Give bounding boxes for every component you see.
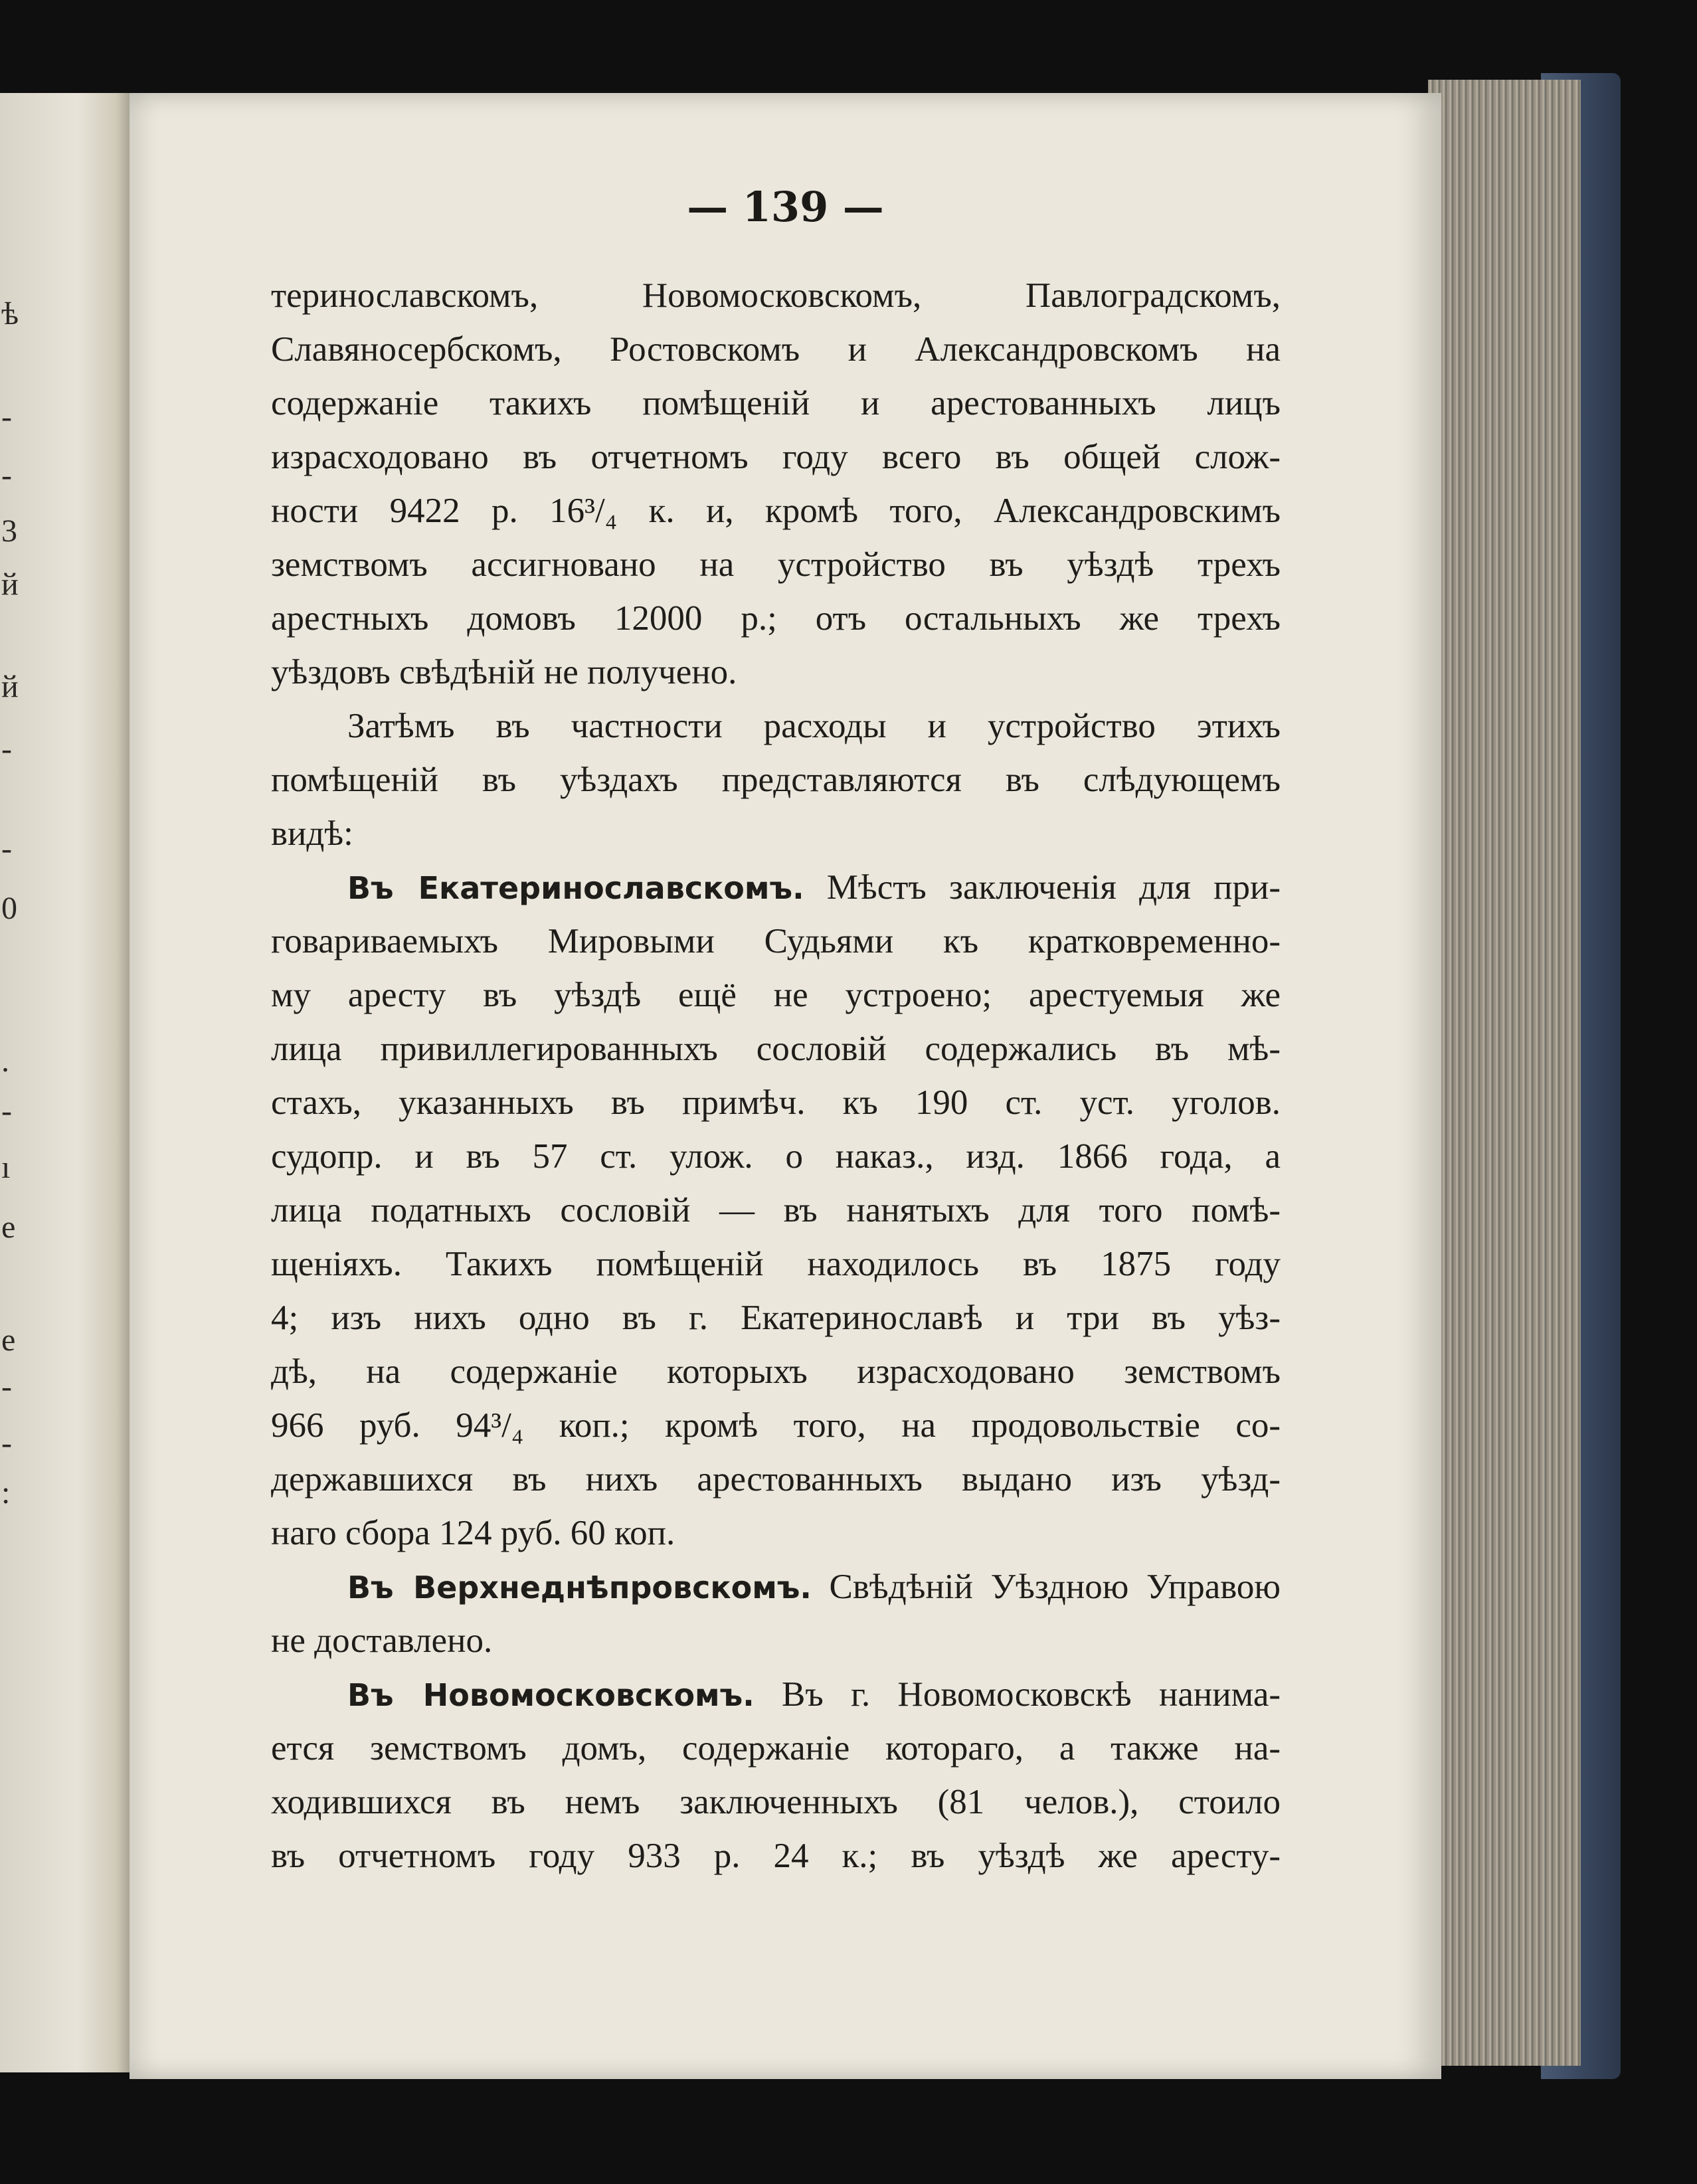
section-heading: Въ Верхнеднѣпровскомъ. — [347, 1570, 812, 1605]
page-body-text — [271, 269, 1281, 1883]
left-fragment: - — [1, 1093, 12, 1129]
left-fragment: : — [1, 1475, 11, 1510]
left-fragment: - — [1, 399, 12, 434]
left-fragment: - — [1, 1425, 12, 1461]
text-line: стахъ, указанныхъ въ примѣч. къ 190 ст. уст. уголов. — [271, 1083, 1281, 1122]
text-line: теринославскомъ, Новомосковскомъ, Павлоградскомъ, — [271, 276, 1281, 315]
left-fragment: 0 — [1, 891, 17, 926]
text-line: земствомъ ассигновано на устройство въ уѣздѣ трехъ — [271, 545, 1281, 584]
text-line: лица податныхъ сословій — въ нанятыхъ для того помѣ- — [271, 1191, 1281, 1229]
text-line: въ отчетномъ году 933 р. 24 к.; въ уѣздѣ же аресту- — [271, 1837, 1281, 1875]
text-line: Въ Верхнеднѣпровскомъ. Свѣдѣній Уѣздною Управою — [347, 1568, 1281, 1606]
text-line: Затѣмъ въ частности расходы и устройство этихъ — [347, 707, 1281, 745]
text-line: дѣ, на содержаніе которыхъ израсходовано земствомъ — [271, 1352, 1281, 1391]
left-fragment: - — [1, 458, 12, 493]
text-line: 4; изъ нихъ одно въ г. Екатеринославѣ и три въ уѣз- — [271, 1299, 1281, 1337]
section-heading: Въ Новомосковскомъ. — [347, 1677, 755, 1713]
text-line: израсходовано въ отчетномъ году всего въ общей слож- — [271, 438, 1281, 476]
left-fragment: - — [1, 831, 12, 866]
left-fragment: - — [1, 1369, 12, 1404]
left-fragment: e — [1, 1322, 16, 1358]
left-fragment: ѣ — [1, 296, 19, 331]
page-stack-edges — [1428, 80, 1581, 2066]
text-line: ется земствомъ домъ, содержаніе котораго, а также на- — [271, 1729, 1281, 1768]
text-line: му аресту въ уѣздѣ ещё не устроено; арестуемыя же — [271, 976, 1281, 1014]
text-line: ходившихся въ немъ заключенныхъ (81 челов.), стоило — [271, 1783, 1281, 1821]
text-line: державшихся въ нихъ арестованныхъ выдано изъ уѣзд- — [271, 1460, 1281, 1499]
text-line: Въ Новомосковскомъ. Въ г. Новомосковскѣ нанима- — [347, 1675, 1281, 1714]
page-number: — 139 — — [687, 183, 884, 231]
text-line: содержаніе такихъ помѣщеній и арестованныхъ лицъ — [271, 384, 1281, 422]
text-line: не доставлено. — [271, 1621, 493, 1660]
left-fragment: e — [1, 1210, 16, 1245]
text-line: говариваемыхъ Мировыми Судьями къ кратковременно- — [271, 922, 1281, 960]
text-line: Въ Екатеринославскомъ. Мѣстъ заключенія для при- — [347, 868, 1281, 907]
text-line: судопр. и въ 57 ст. улож. о наказ., изд. 1866 года, а — [271, 1137, 1281, 1176]
previous-page-text-fragments — [0, 93, 130, 2072]
text-line: уѣздовъ свѣдѣній не получено. — [271, 653, 737, 691]
left-fragment: ı — [1, 1150, 11, 1185]
text-line: наго сбора 124 руб. 60 коп. — [271, 1514, 675, 1552]
text-line: лица привиллегированныхъ сословій содержались въ мѣ- — [271, 1030, 1281, 1068]
previous-page-edge — [0, 93, 130, 2072]
section-heading: Въ Екатеринославскомъ. — [347, 870, 804, 906]
left-fragment: й — [1, 567, 19, 602]
left-fragment: 3 — [1, 513, 17, 549]
left-fragment: й — [1, 669, 19, 704]
text-line: Славяносербскомъ, Ростовскомъ и Александровскомъ на — [271, 330, 1281, 369]
book-page — [130, 93, 1441, 2079]
text-line: видѣ: — [271, 814, 353, 853]
left-fragment: - — [1, 731, 12, 767]
text-line: ности 9422 р. 16³/₄ к. и, кромѣ того, Александровскимъ — [271, 492, 1281, 530]
left-fragment: . — [1, 1044, 9, 1079]
text-line: щеніяхъ. Такихъ помѣщеній находилось въ 1875 году — [271, 1245, 1281, 1283]
text-line: арестныхъ домовъ 12000 р.; отъ остальныхъ же трехъ — [271, 599, 1281, 638]
text-line: помѣщеній въ уѣздахъ представляются въ слѣдующемъ — [271, 761, 1281, 799]
text-line: 966 руб. 94³/₄ коп.; кромѣ того, на продовольствіе со- — [271, 1406, 1281, 1445]
